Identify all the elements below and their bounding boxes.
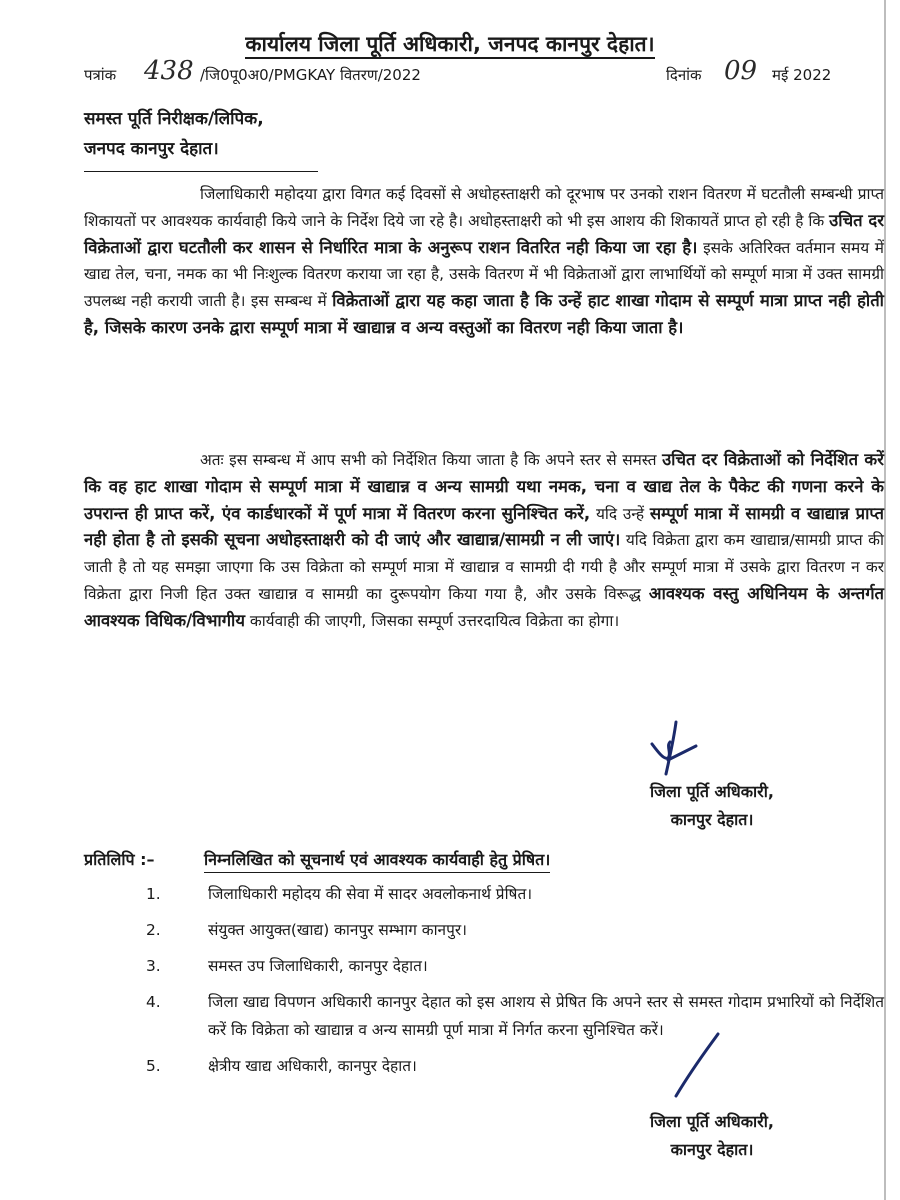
addressee <box>84 104 264 164</box>
list-item-text: संयुक्त आयुक्त(खाद्य) कानपुर सम्भाग कानपुर। <box>208 921 467 939</box>
p2-text-2: यदि उन्हें <box>595 504 645 523</box>
signature-mark <box>646 716 706 780</box>
date-month-year: मई 2022 <box>772 66 832 84</box>
addressee-line-2: जनपद कानपुर देहात। <box>84 139 219 159</box>
reference-line <box>84 56 854 88</box>
copy-list <box>84 880 884 1080</box>
paragraph-1 <box>84 181 884 342</box>
list-item-text: जिलाधिकारी महोदय की सेवा में सादर अवलोकनार्थ प्रेषित। <box>208 885 533 903</box>
list-item-number: 1. <box>146 885 161 903</box>
office-title: कार्यालय जिला पूर्ति अधिकारी, जनपद कानपुर देहात। <box>0 30 900 58</box>
ref-number: 438 <box>144 56 194 86</box>
list-item-text: जिला खाद्य विपणन अधिकारी कानपुर देहात को इस आशय से प्रेषित कि अपने स्तर से समस्त गोदाम प्रभारियों को निर्देशित करें कि विक्रेता को खाद्यान्न व अन्य सामग्री पूर्ण मात्रा में निर्गत करना सुनिश्चित करें। <box>208 993 884 1039</box>
list-item-number: 5. <box>146 1057 161 1075</box>
list-item-number: 4. <box>146 993 161 1011</box>
page-edge <box>884 0 886 1200</box>
list-item <box>84 988 884 1044</box>
addressee-line-1: समस्त पूर्ति निरीक्षक/लिपिक, <box>84 109 264 129</box>
addressee-underline <box>84 171 318 172</box>
p1-bold-2: विक्रेताओं द्वारा यह कहा जाता है कि उन्हें हाट शाखा गोदाम से सम्पूर्ण मात्रा प्राप्त नही होती है, जिसके कारण उनके द्वारा सम्पूर्ण मात्रा में खाद्यान्न व अन्य वस्तुओं का वितरण नही किया जाता है। <box>84 291 884 337</box>
list-item <box>84 952 884 980</box>
p1-bold-1: उचित दर विक्रेताओं द्वारा घटतौली कर शासन से निर्धारित मात्रा के अनुरूप राशन वितरित नही किया जा रहा है। <box>84 210 884 257</box>
paragraph-2 <box>84 447 884 635</box>
date-day: 09 <box>724 56 758 86</box>
ref-code: /जि0पू0अ0/PMGKAY वितरण/2022 <box>200 66 421 84</box>
date-label: दिनांक <box>666 66 702 84</box>
copy-intro: निम्नलिखित को सूचनार्थ एवं आवश्यक कार्यवाही हेतु प्रेषित। <box>204 848 550 873</box>
list-item-number: 3. <box>146 957 161 975</box>
signatory-designation: जिला पूर्ति अधिकारी, <box>650 782 774 801</box>
p1-text-2: इसके अतिरिक्त वर्तमान समय में खाद्य तेल, चना, नमक का भी निःशुल्क वितरण कराया जा रहा है, उसके वितरण में भी विक्रेताओं द्वारा लाभार्थियों को सम्पूर्ण मात्रा में उक्त सामग्री उपलब्ध नही करायी जाती है। इस सम्बन्ध में <box>84 238 884 311</box>
list-item-text: समस्त उप जिलाधिकारी, कानपुर देहात। <box>208 957 428 975</box>
signatory-place: कानपुर देहात। <box>670 810 754 829</box>
p2-text-1: अतः इस सम्बन्ध में आप सभी को निर्देशित किया जाता है कि अपने स्तर से समस्त <box>200 451 657 469</box>
list-item-number: 2. <box>146 921 161 939</box>
signature-block-2 <box>612 1108 812 1164</box>
ref-label: पत्रांक <box>84 66 117 84</box>
list-item <box>84 1052 884 1080</box>
list-item <box>84 880 884 908</box>
list-item-text: क्षेत्रीय खाद्य अधिकारी, कानपुर देहात। <box>208 1057 417 1075</box>
signature-mark-2 <box>660 1030 730 1100</box>
p1-text-1: जिलाधिकारी महोदया द्वारा विगत कई दिवसों से अधोहस्ताक्षरी को दूरभाष पर उनको राशन वितरण में घटतौली सम्बन्धी प्राप्त शिकायतों पर आवश्यक कार्यवाही किये जाने के निर्देश दिये जा रहे है। अधोहस्ताक्षरी को भी इस आशय की शिकायतें प्राप्त हो रही है कि <box>84 185 884 230</box>
signatory-place-2: कानपुर देहात। <box>670 1140 754 1159</box>
p2-text-3: यदि विक्रेता द्वारा कम खाद्यान्न/सामग्री प्राप्त की जाती है तो यह समझा जाएगा कि उस विक्रेता को सम्पूर्ण मात्रा में खाद्यान्न व सामग्री दी गयी है और सम्पूर्ण मात्रा में उसके द्वारा वितरण न कर विक्रेता द्वारा निजी हित उक्त खाद्यान्न व सामग्री का दुरूपयोग किया गया है, और उसके विरूद्ध <box>84 531 884 603</box>
copy-header <box>84 848 884 876</box>
signatory-designation-2: जिला पूर्ति अधिकारी, <box>650 1112 774 1131</box>
list-item <box>84 916 884 944</box>
signature-block <box>612 778 812 834</box>
p2-bold-2: सम्पूर्ण मात्रा में सामग्री व खाद्यान्न प्राप्त नही होता है तो इसकी सूचना अधोहस्ताक्षरी को दी जाएं और खाद्यान्न/सामग्री न ली जाएं। <box>84 503 884 550</box>
copy-label: प्रतिलिपि :– <box>84 850 155 869</box>
p2-bold-1: उचित दर विक्रेताओं को निर्देशित करें कि वह हाट शाखा गोदाम से सम्पूर्ण मात्रा में खाद्यान्न व अन्य सामग्री यथा नमक, चना व खाद्य तेल के पैकेट की गणना करने के उपरान्त ही प्राप्त करें, एंव कार्डधारकों में पूर्ण मात्रा में वितरण करना सुनिश्चित करें, <box>84 450 884 523</box>
p2-bold-3: आवश्यक वस्तु अधिनियम के अन्तर्गत आवश्यक विधिक/विभागीय <box>84 583 884 630</box>
p2-text-4: कार्यवाही की जाएगी, जिसका सम्पूर्ण उत्तरदायित्व विक्रेता का होगा। <box>249 611 620 630</box>
